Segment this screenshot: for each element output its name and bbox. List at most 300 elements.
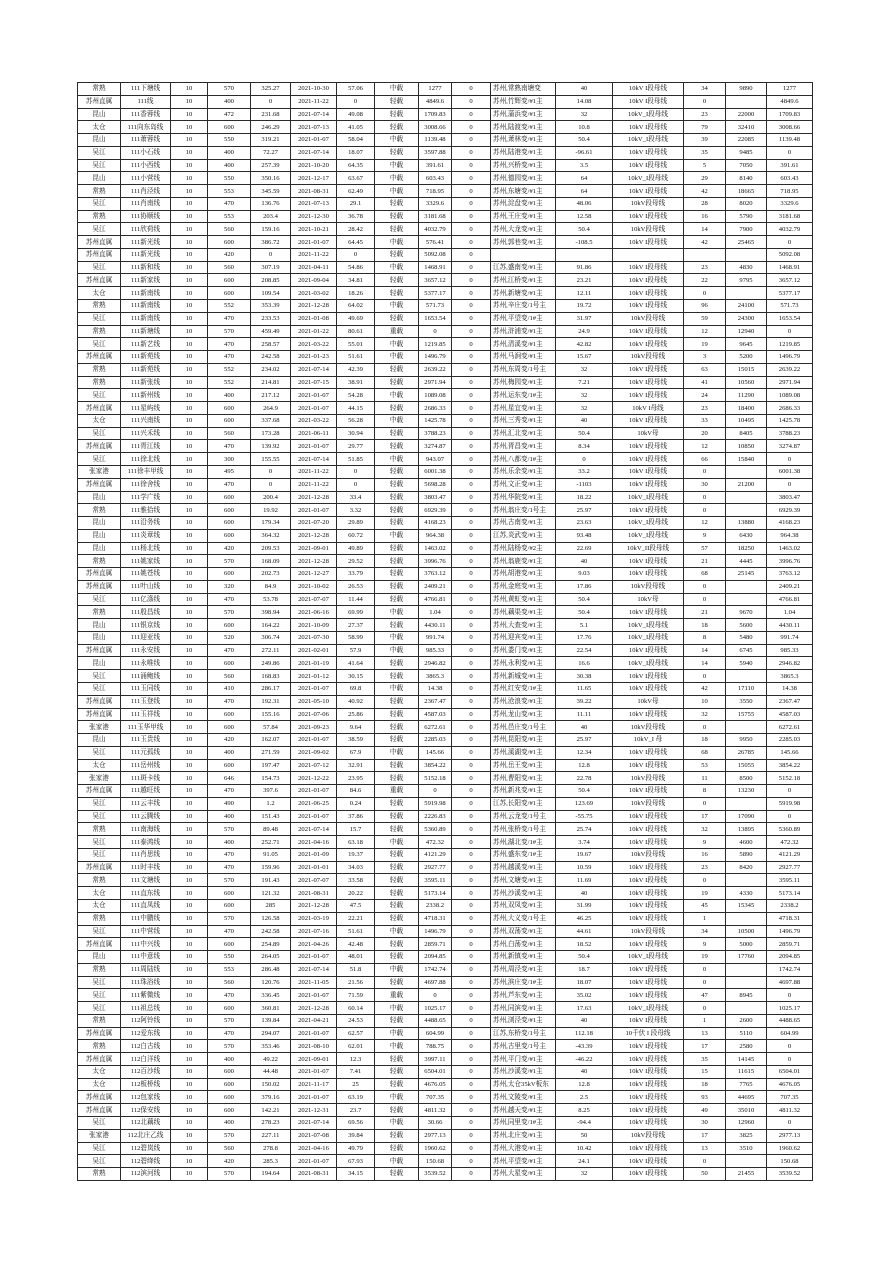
open-capacity-cell: 3996.76 <box>767 555 813 568</box>
table-row <box>78 376 813 389</box>
transformer-margin-cell: 40 <box>556 414 613 427</box>
feeder-name-cell: 111兴南线 <box>121 414 171 427</box>
peak-date-cell: 2021-01-07 <box>291 402 337 415</box>
user-count-cell: 9 <box>684 836 726 849</box>
open-capacity-cell: 4032.79 <box>767 223 813 236</box>
transformer-margin-cell: 46.25 <box>556 912 613 925</box>
peak-date-cell: 2021-07-08 <box>291 1129 337 1142</box>
table-row <box>78 1014 813 1027</box>
open-capacity-cell: 4811.32 <box>767 1104 813 1117</box>
transformer-margin-cell: 12.8 <box>556 759 613 772</box>
table-row <box>78 236 813 249</box>
transformer-margin-cell: 3.5 <box>556 159 613 172</box>
district-cell: 常熟 <box>78 1168 121 1181</box>
peak-date-cell: 2021-01-08 <box>291 312 337 325</box>
busbar-cell: 10kV_I段母线 <box>613 134 684 147</box>
transformer-margin-cell: 15.67 <box>556 351 613 364</box>
peak-current-cell: 44.48 <box>251 1065 291 1078</box>
district-cell: 太仓 <box>78 887 121 900</box>
spare-capacity-cell: 3854.22 <box>419 759 452 772</box>
peak-date-cell: 2021-01-23 <box>291 351 337 364</box>
installed-capacity-cell: 18665 <box>726 185 767 198</box>
spare-capacity-cell: 4766.81 <box>419 593 452 606</box>
substation-cell: 苏州,新镇变/#1主 <box>491 951 556 964</box>
open-capacity-cell: 2971.94 <box>767 376 813 389</box>
peak-current-cell: 353.46 <box>251 1040 291 1053</box>
open-capacity-cell: 964.38 <box>767 529 813 542</box>
zero-value-cell: 0 <box>452 785 491 798</box>
feeder-name-cell: 111姚家线 <box>121 555 171 568</box>
zero-value-cell: 0 <box>452 695 491 708</box>
rated-current-cell: 600 <box>208 938 251 951</box>
zero-value-cell: 0 <box>452 810 491 823</box>
user-count-cell: 0 <box>684 721 726 734</box>
transformer-margin-cell: 9.03 <box>556 568 613 581</box>
substation-cell: 苏州,芦东变/#1主 <box>491 989 556 1002</box>
peak-current-cell: 257.39 <box>251 159 291 172</box>
rated-current-cell: 646 <box>208 772 251 785</box>
feeder-name-cell: 111新州线 <box>121 389 171 402</box>
feeder-name-cell: 111岳州线 <box>121 759 171 772</box>
user-count-cell: 34 <box>684 83 726 96</box>
rated-current-cell: 570 <box>208 874 251 887</box>
zero-value-cell: 0 <box>452 83 491 96</box>
busbar-cell: 10kV_I段母线 <box>613 529 684 542</box>
transformer-margin-cell: 32 <box>556 1168 613 1181</box>
feeder-name-cell: 111肖南线 <box>121 197 171 210</box>
voltage-cell: 10 <box>171 938 208 951</box>
open-capacity-cell: 1496.79 <box>767 351 813 364</box>
open-capacity-cell: 14.38 <box>767 682 813 695</box>
installed-capacity-cell: 5110 <box>726 1027 767 1040</box>
zero-value-cell: 0 <box>452 861 491 874</box>
open-capacity-cell: 6504.01 <box>767 1065 813 1078</box>
transformer-margin-cell: 50.4 <box>556 606 613 619</box>
busbar-cell: 10kV段母线 <box>613 1129 684 1142</box>
load-level-cell: 中载 <box>375 1027 419 1040</box>
district-cell: 苏州直属 <box>78 402 121 415</box>
feeder-load-table <box>77 82 813 1181</box>
district-cell: 苏州直属 <box>78 440 121 453</box>
district-cell: 昆山 <box>78 517 121 530</box>
transformer-margin-cell: 11.11 <box>556 708 613 721</box>
user-count-cell: 13 <box>684 1027 726 1040</box>
transformer-margin-cell: 11.69 <box>556 874 613 887</box>
user-count-cell: 23 <box>684 261 726 274</box>
peak-current-cell: 136.76 <box>251 197 291 210</box>
spare-capacity-cell: 1219.85 <box>419 338 452 351</box>
load-rate-cell: 40.92 <box>337 695 375 708</box>
voltage-cell: 10 <box>171 517 208 530</box>
transformer-margin-cell: 12.8 <box>556 1078 613 1091</box>
voltage-cell: 10 <box>171 402 208 415</box>
table-row <box>78 555 813 568</box>
load-level-cell: 中载 <box>375 631 419 644</box>
installed-capacity-cell <box>726 1002 767 1015</box>
feeder-name-cell: 111越旺线 <box>121 785 171 798</box>
zero-value-cell: 0 <box>452 312 491 325</box>
zero-value-cell: 0 <box>452 772 491 785</box>
peak-current-cell: 325.27 <box>251 83 291 96</box>
installed-capacity-cell: 10495 <box>726 414 767 427</box>
peak-date-cell: 2021-07-14 <box>291 963 337 976</box>
open-capacity-cell: 1468.91 <box>767 261 813 274</box>
feeder-name-cell: 111玉登线 <box>121 695 171 708</box>
substation-cell: 苏州,红安变/1#主 <box>491 682 556 695</box>
table-row <box>78 708 813 721</box>
load-rate-cell: 67.93 <box>337 1155 375 1168</box>
feeder-name-cell: 111新张线 <box>121 376 171 389</box>
peak-date-cell: 2021-10-30 <box>291 83 337 96</box>
busbar-cell: 10kV I段母线 <box>613 746 684 759</box>
load-rate-cell: 55.01 <box>337 338 375 351</box>
spare-capacity-cell: 604.99 <box>419 1027 452 1040</box>
spare-capacity-cell: 576.41 <box>419 236 452 249</box>
spare-capacity-cell: 1496.79 <box>419 351 452 364</box>
open-capacity-cell: 3657.12 <box>767 274 813 287</box>
rated-current-cell: 400 <box>208 746 251 759</box>
feeder-name-cell: 111斑卡线 <box>121 772 171 785</box>
spare-capacity-cell: 4811.32 <box>419 1104 452 1117</box>
feeder-name-cell: 111徐舍线 <box>121 478 171 491</box>
spare-capacity-cell: 2946.82 <box>419 657 452 670</box>
busbar-cell: 10kV I段母线 <box>613 210 684 223</box>
transformer-margin-cell: 50.4 <box>556 134 613 147</box>
peak-current-cell: 89.48 <box>251 823 291 836</box>
user-count-cell: 14 <box>684 223 726 236</box>
peak-current-cell: 139.84 <box>251 1014 291 1027</box>
peak-current-cell: 0 <box>251 95 291 108</box>
busbar-cell: 10kV I段母线 <box>613 555 684 568</box>
table-row <box>78 900 813 913</box>
open-capacity-cell: 150.68 <box>767 1155 813 1168</box>
voltage-cell: 10 <box>171 95 208 108</box>
peak-current-cell: 120.76 <box>251 976 291 989</box>
peak-date-cell: 2021-03-22 <box>291 338 337 351</box>
spare-capacity-cell: 145.66 <box>419 746 452 759</box>
district-cell: 太仓 <box>78 759 121 772</box>
voltage-cell: 10 <box>171 338 208 351</box>
load-level-cell: 轻载 <box>375 657 419 670</box>
rated-current-cell: 550 <box>208 134 251 147</box>
peak-date-cell: 2021-08-31 <box>291 185 337 198</box>
table-row <box>78 734 813 747</box>
spare-capacity-cell: 6001.38 <box>419 465 452 478</box>
load-rate-cell: 7.41 <box>337 1065 375 1078</box>
district-cell: 苏州直属 <box>78 568 121 581</box>
table-row <box>78 1142 813 1155</box>
spare-capacity-cell: 0 <box>419 325 452 338</box>
feeder-name-cell: 111新南线 <box>121 300 171 313</box>
peak-date-cell: 2021-12-28 <box>291 900 337 913</box>
spare-capacity-cell: 4121.29 <box>419 848 452 861</box>
peak-date-cell: 2021-06-11 <box>291 427 337 440</box>
peak-current-cell: 337.68 <box>251 414 291 427</box>
installed-capacity-cell: 21455 <box>726 1168 767 1181</box>
feeder-name-cell: 111香蓉线 <box>121 108 171 121</box>
table-row <box>78 1040 813 1053</box>
voltage-cell: 10 <box>171 121 208 134</box>
table-row <box>78 517 813 530</box>
load-level-cell: 轻载 <box>375 976 419 989</box>
open-capacity-cell: 2409.21 <box>767 580 813 593</box>
table-row <box>78 453 813 466</box>
transformer-margin-cell: 19.67 <box>556 848 613 861</box>
load-level-cell: 中载 <box>375 1002 419 1015</box>
zero-value-cell: 0 <box>452 734 491 747</box>
transformer-margin-cell: -55.75 <box>556 810 613 823</box>
user-count-cell: 0 <box>684 593 726 606</box>
rated-current-cell: 560 <box>208 261 251 274</box>
load-level-cell: 轻载 <box>375 580 419 593</box>
load-level-cell: 轻载 <box>375 274 419 287</box>
installed-capacity-cell: 8140 <box>726 172 767 185</box>
zero-value-cell: 0 <box>452 887 491 900</box>
busbar-cell: 10kV_I段母线 <box>613 108 684 121</box>
busbar-cell: 10kV I段母线 <box>613 682 684 695</box>
district-cell: 张家港 <box>78 1129 121 1142</box>
installed-capacity-cell: 15345 <box>726 900 767 913</box>
transformer-margin-cell: 32 <box>556 108 613 121</box>
load-level-cell: 中载 <box>375 925 419 938</box>
transformer-margin-cell: -96.61 <box>556 146 613 159</box>
peak-date-cell: 2021-06-16 <box>291 606 337 619</box>
feeder-name-cell: 111中兴线 <box>121 938 171 951</box>
table-row <box>78 95 813 108</box>
open-capacity-cell: 6272.61 <box>767 721 813 734</box>
user-count-cell: 13 <box>684 1142 726 1155</box>
peak-current-cell: 139.92 <box>251 440 291 453</box>
load-level-cell: 轻载 <box>375 287 419 300</box>
user-count-cell: 50 <box>684 1168 726 1181</box>
peak-current-cell: 271.59 <box>251 746 291 759</box>
load-rate-cell: 22.21 <box>337 912 375 925</box>
open-capacity-cell: 6001.38 <box>767 465 813 478</box>
district-cell: 吴江 <box>78 159 121 172</box>
open-capacity-cell: 1463.02 <box>767 542 813 555</box>
open-capacity-cell: 0 <box>767 478 813 491</box>
rated-current-cell: 570 <box>208 1014 251 1027</box>
district-cell: 吴江 <box>78 389 121 402</box>
district-cell: 吴江 <box>78 746 121 759</box>
busbar-cell: 10千伏 I 段母线 <box>613 1027 684 1040</box>
installed-capacity-cell: 4830 <box>726 261 767 274</box>
installed-capacity-cell: 18400 <box>726 402 767 415</box>
installed-capacity-cell: 26785 <box>726 746 767 759</box>
busbar-cell: 10kV I段母线 <box>613 185 684 198</box>
peak-date-cell: 2021-11-22 <box>291 248 337 261</box>
rated-current-cell: 570 <box>208 1168 251 1181</box>
peak-date-cell: 2021-07-06 <box>291 708 337 721</box>
busbar-cell: 10kV I段母线 <box>613 670 684 683</box>
peak-current-cell: 231.68 <box>251 108 291 121</box>
load-rate-cell: 69.99 <box>337 606 375 619</box>
transformer-margin-cell: -94.4 <box>556 1117 613 1130</box>
feeder-name-cell: 112碧岚线 <box>121 1142 171 1155</box>
table-row <box>78 657 813 670</box>
table-row <box>78 606 813 619</box>
peak-current-cell: 217.12 <box>251 389 291 402</box>
spare-capacity-cell: 1089.08 <box>419 389 452 402</box>
zero-value-cell: 0 <box>452 300 491 313</box>
substation-cell: 苏州,陆港变/#1主 <box>491 146 556 159</box>
installed-capacity-cell: 7050 <box>726 159 767 172</box>
spare-capacity-cell: 3008.66 <box>419 121 452 134</box>
peak-date-cell: 2021-12-28 <box>291 555 337 568</box>
load-rate-cell: 23.7 <box>337 1104 375 1117</box>
voltage-cell: 10 <box>171 1129 208 1142</box>
user-count-cell: 18 <box>684 619 726 632</box>
substation-cell: 苏州,白荡变/#1主 <box>491 938 556 951</box>
district-cell: 吴江 <box>78 427 121 440</box>
installed-capacity-cell: 5890 <box>726 848 767 861</box>
zero-value-cell: 0 <box>452 568 491 581</box>
feeder-name-cell: 111炎章线 <box>121 529 171 542</box>
rated-current-cell: 570 <box>208 1040 251 1053</box>
busbar-cell: 10kV I段母线 <box>613 1104 684 1117</box>
district-cell: 吴江 <box>78 1142 121 1155</box>
peak-current-cell: 159.96 <box>251 861 291 874</box>
rated-current-cell: 320 <box>208 580 251 593</box>
district-cell: 苏州直属 <box>78 1053 121 1066</box>
rated-current-cell: 400 <box>208 1053 251 1066</box>
spare-capacity-cell: 3997.11 <box>419 1053 452 1066</box>
spare-capacity-cell: 1277 <box>419 83 452 96</box>
peak-date-cell: 2021-01-01 <box>291 861 337 874</box>
load-rate-cell: 69.8 <box>337 682 375 695</box>
peak-current-cell: 126.58 <box>251 912 291 925</box>
voltage-cell: 10 <box>171 210 208 223</box>
installed-capacity-cell: 25465 <box>726 236 767 249</box>
zero-value-cell: 0 <box>452 925 491 938</box>
feeder-name-cell: 111玉祥线 <box>121 708 171 721</box>
table-row <box>78 785 813 798</box>
transformer-margin-cell: 50 <box>556 1129 613 1142</box>
voltage-cell: 10 <box>171 146 208 159</box>
transformer-margin-cell: 123.69 <box>556 797 613 810</box>
installed-capacity-cell: 13880 <box>726 517 767 530</box>
load-level-cell: 轻载 <box>375 797 419 810</box>
peak-date-cell: 2021-07-07 <box>291 874 337 887</box>
feeder-name-cell: 111新家线 <box>121 274 171 287</box>
load-rate-cell: 51.8 <box>337 963 375 976</box>
rated-current-cell: 400 <box>208 146 251 159</box>
load-rate-cell: 54.86 <box>337 261 375 274</box>
transformer-margin-cell: 50.4 <box>556 427 613 440</box>
busbar-cell: 10kV I段母线 <box>613 810 684 823</box>
voltage-cell: 10 <box>171 593 208 606</box>
district-cell: 常熟 <box>78 823 121 836</box>
user-count-cell: 68 <box>684 568 726 581</box>
user-count-cell: 23 <box>684 108 726 121</box>
voltage-cell: 10 <box>171 848 208 861</box>
feeder-name-cell: 111永唯线 <box>121 657 171 670</box>
busbar-cell: 10kV I段母线 <box>613 121 684 134</box>
installed-capacity-cell: 8420 <box>726 861 767 874</box>
transformer-margin-cell: 0 <box>556 453 613 466</box>
peak-date-cell: 2021-08-31 <box>291 1168 337 1181</box>
open-capacity-cell: 0 <box>767 453 813 466</box>
zero-value-cell: 0 <box>452 159 491 172</box>
table-row <box>78 121 813 134</box>
feeder-name-cell: 111玉同线 <box>121 682 171 695</box>
peak-current-cell: 264.9 <box>251 402 291 415</box>
peak-current-cell: 209.53 <box>251 542 291 555</box>
rated-current-cell: 600 <box>208 274 251 287</box>
user-count-cell: 19 <box>684 887 726 900</box>
feeder-name-cell: 111祖总线 <box>121 1002 171 1015</box>
substation-cell: 苏州,浏泾变/#1主 <box>491 1014 556 1027</box>
user-count-cell: 30 <box>684 1117 726 1130</box>
transformer-margin-cell: 42.82 <box>556 338 613 351</box>
spare-capacity-cell: 1463.02 <box>419 542 452 555</box>
user-count-cell: 57 <box>684 542 726 555</box>
busbar-cell: 10kV I段母线 <box>613 261 684 274</box>
load-level-cell: 轻载 <box>375 823 419 836</box>
transformer-margin-cell: 8.25 <box>556 1104 613 1117</box>
peak-date-cell: 2021-01-07 <box>291 1065 337 1078</box>
substation-cell: 苏州,平望变/#1主 <box>491 1155 556 1168</box>
district-cell: 苏州直属 <box>78 938 121 951</box>
zero-value-cell: 0 <box>452 1027 491 1040</box>
load-rate-cell: 39.84 <box>337 1129 375 1142</box>
zero-value-cell: 0 <box>452 465 491 478</box>
zero-value-cell: 0 <box>452 746 491 759</box>
zero-value-cell: 0 <box>452 274 491 287</box>
zero-value-cell: 0 <box>452 414 491 427</box>
table-row <box>78 1117 813 1130</box>
installed-capacity-cell: 8405 <box>726 427 767 440</box>
load-level-cell: 中载 <box>375 529 419 542</box>
zero-value-cell: 0 <box>452 708 491 721</box>
installed-capacity-cell: 9795 <box>726 274 767 287</box>
district-cell: 常熟 <box>78 185 121 198</box>
district-cell: 昆山 <box>78 542 121 555</box>
load-level-cell: 轻载 <box>375 440 419 453</box>
busbar-cell: 10kV I段母线 <box>613 146 684 159</box>
voltage-cell: 10 <box>171 721 208 734</box>
substation-cell: 苏州,德园变/#1主 <box>491 172 556 185</box>
user-count-cell: 24 <box>684 389 726 402</box>
load-rate-cell: 33.58 <box>337 874 375 887</box>
peak-current-cell: 179.34 <box>251 517 291 530</box>
peak-date-cell: 2021-09-01 <box>291 1053 337 1066</box>
installed-capacity-cell: 15055 <box>726 759 767 772</box>
peak-date-cell: 2021-12-28 <box>291 300 337 313</box>
open-capacity-cell: 5919.98 <box>767 797 813 810</box>
busbar-cell: 10kV_I段母线 <box>613 491 684 504</box>
user-count-cell: 17 <box>684 1129 726 1142</box>
load-rate-cell: 30.15 <box>337 670 375 683</box>
load-level-cell: 轻载 <box>375 810 419 823</box>
peak-current-cell: 285 <box>251 900 291 913</box>
table-row <box>78 1002 813 1015</box>
spare-capacity-cell: 3803.47 <box>419 491 452 504</box>
rated-current-cell: 560 <box>208 223 251 236</box>
open-capacity-cell: 0 <box>767 989 813 1002</box>
installed-capacity-cell: 7765 <box>726 1078 767 1091</box>
peak-date-cell: 2021-01-07 <box>291 504 337 517</box>
feeder-name-cell: 111新光线 <box>121 236 171 249</box>
open-capacity-cell: 0 <box>767 1053 813 1066</box>
table-row <box>78 146 813 159</box>
load-level-cell: 轻载 <box>375 108 419 121</box>
table-row <box>78 976 813 989</box>
spare-capacity-cell: 0 <box>419 785 452 798</box>
busbar-cell: 10kV_I段母线 <box>613 172 684 185</box>
peak-date-cell: 2021-01-07 <box>291 1155 337 1168</box>
peak-date-cell: 2021-01-09 <box>291 848 337 861</box>
